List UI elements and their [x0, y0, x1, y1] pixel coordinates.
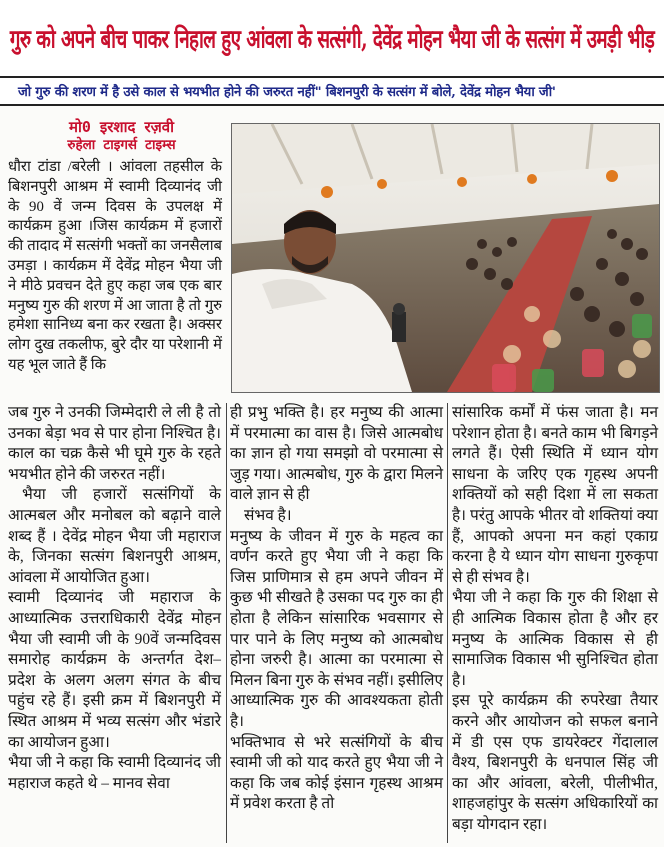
article-paragraph: भैया जी ने कहा कि स्वामी दिव्यानंद जी महाराज कहते थे – मानव सेवा [8, 754, 221, 792]
column-divider [447, 403, 448, 843]
subheadline: जो गुरु की शरण में है उसे काल से भयभीत होने की जरुरत नहीं" बिशनपुरी के सत्संग में बोले, देवेंद्र मोहन भैया जी' [18, 85, 556, 100]
byline-author: मो0 इरशाद रज़वी [69, 118, 174, 136]
headline: गुरु को अपने बीच पाकर निहाल हुए आंवला के सत्संगी, देवेंद्र मोहन भैया जी के सत्संग में उमड़ी भीड़ [9, 23, 655, 54]
article-paragraph: स्वामी दिव्यानंद जी महाराज के आध्यात्मिक उत्तराधिकारी देवेंद्र मोहन भैया जी स्वामी जी के 90वें जन्मदिवस समारोह कार्यक्रम के अन्तर्गत देश– प्रदेश के अलग अलग संगत के बीच पहुंच रहे हैं। इसी क्रम में बिशनपुरी में स्थित आश्रम में भव्य सत्संग और भंडारे का आयोजन हुआ। [8, 589, 221, 751]
article-column-3 [452, 403, 658, 835]
article-paragraph: सांसारिक कर्मों में फंस जाता है। मन परेशान होता है। बनते काम भी बिगड़ने लगते हैं। ऐसी स्थिति में ध्यान योग साधना के जरिए एक गृहस्थ अपनी शक्तियों को सही दिशा में ला सकता है। परंतु आपके भीतर वो शक्तियां क्या हैं, आपको अपना मन कहां एकाग्र करना है ये ध्यान योग साधना गुरुकृपा से ही संभव है। [452, 404, 658, 586]
article-paragraph: इस पूरे कार्यक्रम की रुपरेखा तैयार करने और आयोजन को सफल बनाने में डी एस एफ डायरेक्टर गेंदालाल वैश्य, बिशनपुरी के धनपाल सिंह जी का और आंवला, बरेली, पीलीभीत, शाहजहांपुर के सत्संग अधिकारियों का बड़ा योगदान रहा। [452, 692, 658, 833]
article-paragraph: धौरा टांडा /बरेली । आंवला तहसील के बिशनपुरी आश्रम में स्वामी दिव्यानंद जी के 90 वें जन्म दिवस के उपलक्ष में कार्यक्रम हुआ ।जिस कार्यक्रम में हजारों की तादाद में सत्संगी भक्तों का जनसैलाब उमड़ा । कार्यक्रम में देवेंद्र मोहन भैया जी ने मीठे प्रवचन देते हुए कहा जब एक बार मनुष्य गुरु की शरण में आ जाता है तो गुरु हमेशा सानिध्य बना कर रखता है। अक्सर लोग दुख तकलीफ, बुरे दौर या परेशानी में यह भूल जाते हैं कि [8, 159, 222, 373]
article-paragraph: भक्तिभाव से भरे सत्संगियों के बीच स्वामी जी को याद करते हुए भैया जी ने कहा कि जब कोई इंसान गृहस्थ आश्रम में प्रवेश करता है तो [230, 733, 443, 813]
article-paragraph: मनुष्य के जीवन में गुरु के महत्व का वर्णन करते हुए भैया जी ने कहा कि जिस प्राणिमात्र से हम अपने जीवन में कुछ भी सीखते है उसका पद गुरु का ही होता है लेकिन सांसारिक भवसागर से पार पाने के लिए मनुष्य को आत्मबोध होना जरुरी है। आत्मा का परमात्मा से मिलन बिना गुरु के संभव नहीं। इसीलिए आध्यात्मिक गुरु की आवश्यकता होती है। [230, 527, 443, 730]
event-photo [231, 123, 660, 393]
article-paragraph: भैया जी ने कहा कि गुरु की शिक्षा से ही आत्मिक विकास होता है और हर मनुष्य के आत्मिक विकास से ही सामाजिक विकास भी सुनिश्चित होता है। [452, 589, 658, 689]
article-column-1-bottom [8, 403, 221, 794]
article-column-1-top [8, 158, 222, 376]
article-paragraph: ही प्रभु भक्ति है। हर मनुष्य की आत्मा में परमात्मा का वास है। जिसे आत्मबोध का ज्ञान हो गया समझो वो परमात्मा से जुड़ गया। आत्मबोध, गुरु के द्वारा मिलने वाले ज्ञान से ही [230, 404, 443, 504]
headline-banner [0, 0, 664, 78]
byline-publication: रुहेला टाइगर्स टाइम्स [67, 137, 176, 153]
column-divider [226, 403, 227, 843]
article-paragraph: संभव है। [244, 506, 292, 524]
article-column-2 [230, 403, 443, 815]
subheadline-banner [0, 78, 664, 106]
byline [14, 118, 229, 154]
article-paragraph: भैया जी हजारों सत्संगियों के आत्मबल और मनोबल को बढ़ाने वाले शब्द हैं । देवेंद्र मोहन भैया जी महाराज के, जिनका सत्संग बिशनपुरी आश्रम, आंवला में आयोजित हुआ। [8, 486, 221, 586]
article-paragraph: जब गुरु ने उनकी जिम्मेदारी ले ली है तो उनका बेड़ा भव से पार होना निश्चित है। काल का चक्र कैसे भी घूमे गुरु के रहते भयभीत होने की जरुरत नहीं। [8, 404, 221, 483]
